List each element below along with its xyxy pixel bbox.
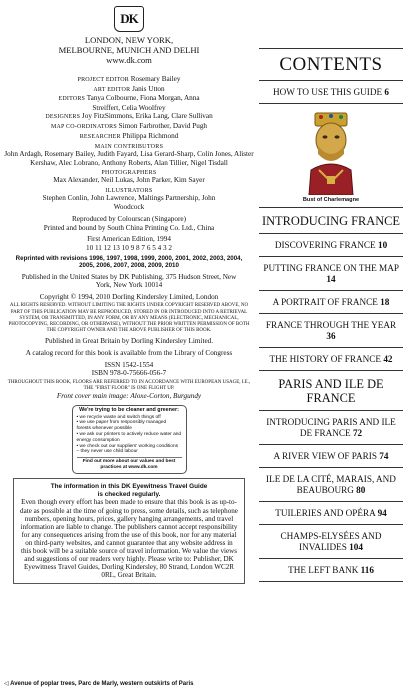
contributors-names: John Ardagh, Rosemary Bailey, Judith Fayard, Lisa Gerard-Sharp, Colin Jones, Alister Kershaw, Alec Lobrano, Anthony Roberts, Alan Tillier, Nigel Tisdall [4, 150, 254, 167]
photo-caption: ◁ Avenue of poplar trees, Parc de Marly, western outskirts of Paris [4, 681, 194, 687]
info-heading: The information in this DK Eyewitness Travel Guide [50, 482, 208, 490]
eco-heading: We're trying to be cleaner and greener: [79, 406, 179, 413]
eco-item: • we use paper from responsibly managed forests whenever possible [76, 420, 167, 432]
eco-footer: Find out more about our values and best practices at www.dk.com [77, 457, 182, 471]
photographers-names: Max Alexander, Neil Lukas, John Parker, Kim Sayer [53, 176, 205, 185]
copyright-line: Copyright © 1994, 2010 Dorling Kindersley Limited, London [39, 292, 219, 301]
toc-entry[interactable]: PUTTING FRANCE ON THE MAP 14 [259, 257, 403, 291]
repro-line: Reproduced by Colourscan (Singapore) [72, 215, 186, 224]
info-body: Even though every effort has been made to ensure that this book is as up-to-date as possible at the time of going to press, some details, such as telephone numbers, opening hours, prices, gallery hanging arrangements, and travel information are liable to change. The publishers cannot accept responsibility for any consequences arising from the use of this book, nor for any material on third-party websites, and cannot guarantee that any website address in this book will be a suitable source of travel information. We value the views and suggestions of our readers very highly. Please write to: Publisher, DK Eyewitness Travel Guides, Dorling Kindersley, 80 Strand, London WC2R 0RL, Great Britain. [20, 498, 238, 580]
credit-line: EDITORS Tanya Colbourne, Fiona Morgan, Anna Streiffert, Celia Woolfrey [58, 94, 200, 112]
toc-entry[interactable]: ILE DE LA CITÉ, MARAIS, AND BEAUBOURG 80 [259, 468, 403, 502]
contributors-heading: MAIN CONTRIBUTORS [94, 144, 164, 151]
credit-line: PROJECT EDITOR Rosemary Bailey [77, 75, 181, 83]
imprint-cities-line-2: MELBOURNE, MUNICH AND DELHI [58, 45, 200, 55]
eco-item: • we check out our suppliers' working conditions – they never use child labour [76, 443, 179, 455]
toc-entry[interactable]: THE LEFT BANK 116 [259, 559, 403, 582]
credit-line: DESIGNERS Joy FitzSimmons, Erika Lang, Clare Sullivan [45, 112, 213, 121]
toc-entry[interactable]: INTRODUCING PARIS AND ILE DE FRANCE 72 [259, 411, 403, 445]
gb-line: Published in Great Britain by Dorling Kindersley Limited. [44, 337, 214, 346]
toc-section-paris[interactable]: PARIS AND ILE DE FRANCE [259, 371, 403, 411]
credit-line: RESEARCHER Philippa Richmond [79, 131, 179, 140]
catalog-line: A catalog record for this book is available from the Library of Congress [25, 349, 233, 358]
bust-caption: Bust of Charlemagne [259, 197, 403, 208]
illustrators-heading: ILLUSTRATORS [105, 187, 153, 194]
rights-notice: ALL RIGHTS RESERVED. WITHOUT LIMITING THE RIGHTS UNDER COPYRIGHT RESERVED ABOVE, NO PART OF THIS PUBLICATION MAY BE REPRODUCED, STORED IN OR INTRODUCED INTO A RETRIEVAL SYSTEM, OR TRANSMITTED, IN ANY FORM, OR BY ANY MEANS (ELECTRONIC, MECHANICAL, PHOTOCOPYING, RECORDING, OR OTHERWISE), WITHOUT THE PRIOR WRITTEN PERMISSION OF BOTH THE COPYRIGHT OWNER AND THE ABOVE PUBLISHER OF THIS BOOK. [8, 303, 250, 334]
printed-line: Printed and bound by South China Printing Co. Ltd., China [43, 223, 215, 232]
toc-entry[interactable]: TUILERIES AND OPÉRA 94 [259, 502, 403, 525]
illustrators-names: Stephen Conlin, John Lawrence, Maltings Partnership, John Woodcock [42, 193, 216, 211]
toc-entry[interactable]: FRANCE THROUGH THE YEAR 36 [259, 314, 403, 348]
charlemagne-bust-image [301, 110, 361, 195]
toc-entry[interactable]: DISCOVERING FRANCE 10 [259, 234, 403, 257]
floors-notice: THROUGHOUT THIS BOOK, FLOORS ARE REFERRED TO IN ACCORDANCE WITH EUROPEAN USAGE, I.E., THE "FIRST FLOOR" IS ONE FLIGHT UP. [7, 379, 251, 392]
info-box [13, 478, 245, 585]
credits-block [4, 75, 254, 141]
published-line: Published in the United States by DK Publishing, 375 Hudson Street, New York, New York 10014 [21, 272, 237, 290]
print-numbers: 10 11 12 13 10 9 8 7 6 5 4 3 2 [86, 243, 172, 252]
credit-line: ART EDITOR Janis Utton [93, 84, 165, 93]
edition-line: First American Edition, 1994 [87, 235, 171, 244]
contents-title: CONTENTS [259, 48, 403, 81]
dk-logo: DK [114, 6, 144, 32]
eco-box [72, 405, 187, 474]
photographers-heading: PHOTOGRAPHERS [101, 170, 157, 177]
caret-left-icon: ◁ [4, 681, 9, 687]
issn-line: ISSN 1542-1554 [104, 360, 154, 369]
imprint-website: www.dk.com [106, 55, 152, 65]
cover-credit: Front cover main image: Aloxe-Corton, Burgundy [56, 392, 202, 401]
imprint-cities-line-1: LONDON, NEW YORK, [84, 35, 174, 45]
toc-entry-how-to[interactable]: HOW TO USE THIS GUIDE 6 [259, 81, 403, 104]
toc-entry[interactable]: A RIVER VIEW OF PARIS 74 [259, 445, 403, 468]
info-heading: is checked regularly. [97, 490, 161, 498]
eco-item: • we recycle waste and switch things off [76, 414, 161, 420]
credit-line: MAP CO-ORDINATORS Simon Farbrother, David Pugh [50, 121, 208, 130]
toc-section-introducing-france[interactable]: INTRODUCING FRANCE [259, 208, 403, 234]
toc-entry[interactable]: A PORTRAIT OF FRANCE 18 [259, 291, 403, 314]
isbn-line: ISBN 978-0-75666-056-7 [91, 369, 167, 378]
toc-entry[interactable]: THE HISTORY OF FRANCE 42 [259, 348, 403, 371]
contents-column [259, 48, 403, 698]
revisions-line: Reprinted with revisions 1996, 1997, 1998, 1999, 2000, 2001, 2002, 2003, 2004, 2005, 2006, 2007, 2008, 2009, 2010 [15, 254, 243, 270]
imprint-column [4, 4, 254, 692]
toc-entry[interactable]: CHAMPS-ELYSÉES AND INVALIDES 104 [259, 525, 403, 559]
eco-item: • we ask our printers to actively reduce water and energy consumption [76, 432, 182, 443]
